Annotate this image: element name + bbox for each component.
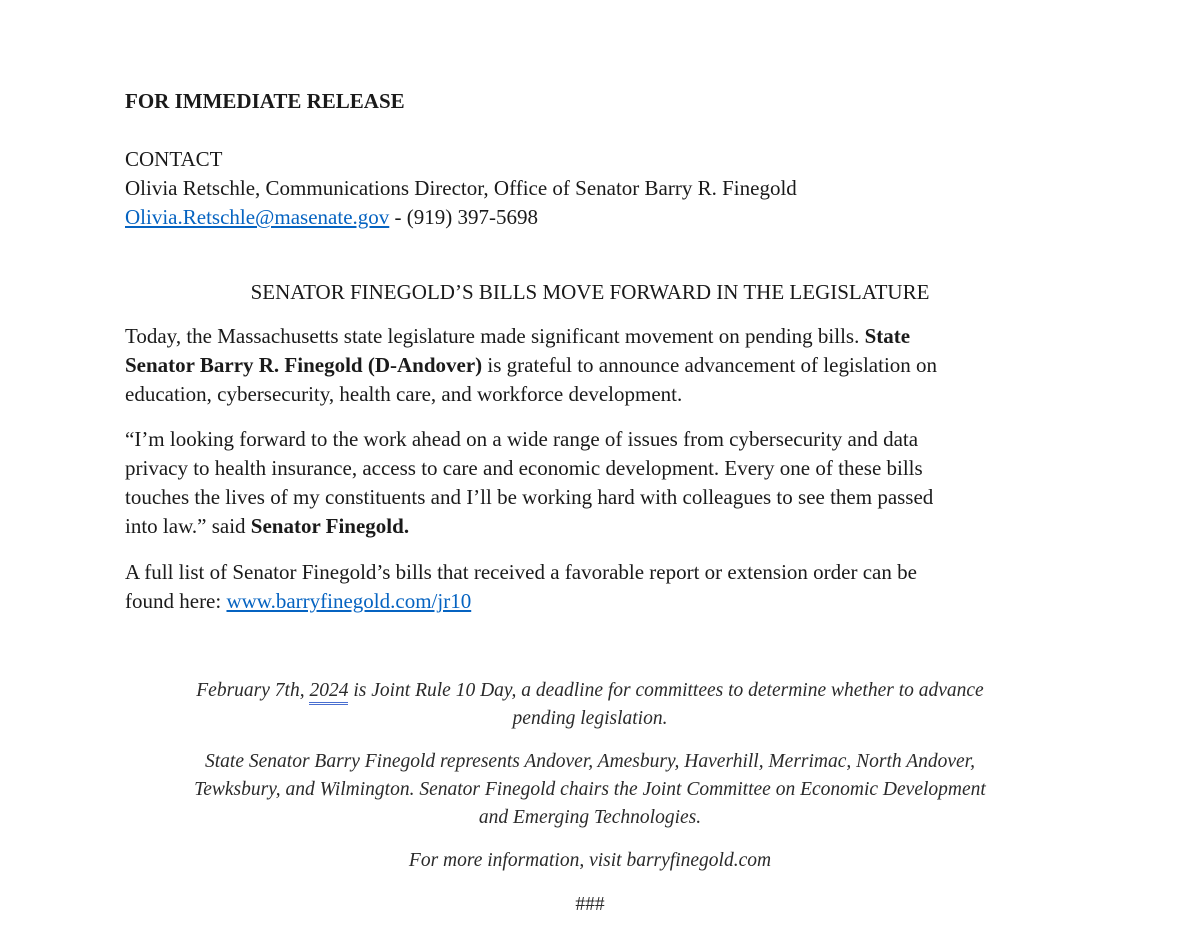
contact-label: CONTACT xyxy=(125,147,223,171)
footer-joint-rule-line-1 xyxy=(125,677,1055,705)
contact-block xyxy=(125,145,797,232)
end-mark-text: ### xyxy=(575,894,605,915)
footer-bio xyxy=(125,748,1055,832)
p2-line-2: privacy to health insurance, access to care and economic development. Every one of these bills xyxy=(125,456,923,480)
release-label: FOR IMMEDIATE RELEASE xyxy=(125,89,405,113)
p1-line-1-text: Today, the Massachusetts state legislature made significant movement on pending bills. xyxy=(125,324,865,348)
footer-joint-rule-line-2: pending legislation. xyxy=(512,708,668,729)
p1-line-1-bold: State xyxy=(864,324,911,348)
contact-email-line xyxy=(125,203,797,232)
end-mark xyxy=(125,891,1055,919)
p3-line-2-text: found here: xyxy=(125,589,227,613)
p1-line-2 xyxy=(125,351,1060,380)
p1-senator-name: Senator Barry R. Finegold (D-Andover) xyxy=(125,353,483,377)
p2-attribution: Senator Finegold. xyxy=(250,514,410,538)
contact-phone: - (919) 397-5698 xyxy=(389,205,538,229)
footer-more-info xyxy=(125,847,1055,875)
p1-line-1 xyxy=(125,322,1060,351)
footer-date: February 7th, xyxy=(196,680,310,701)
p2-line-4 xyxy=(125,512,1060,541)
p2-line-1: “I’m looking forward to the work ahead on a wide range of issues from cybersecurity and data xyxy=(125,427,919,451)
more-info-text: For more information, visit barryfinegold.com xyxy=(408,850,772,871)
body-paragraph-quote xyxy=(125,425,1060,541)
footer-bio-line-3: and Emerging Technologies. xyxy=(478,807,702,828)
contact-person: Olivia Retschle, Communications Director, Office of Senator Barry R. Finegold xyxy=(125,176,797,200)
bills-list-link[interactable]: www.barryfinegold.com/jr10 xyxy=(226,589,472,613)
p1-line-3: education, cybersecurity, health care, and workforce development. xyxy=(125,382,683,406)
headline: SENATOR FINEGOLD’S BILLS MOVE FORWARD IN THE LEGISLATURE xyxy=(250,280,930,304)
body-paragraph-1 xyxy=(125,322,1060,409)
footer-joint-rule-text: is Joint Rule 10 Day, a deadline for committees to determine whether to advance xyxy=(348,680,984,701)
p2-line-4-text: into law.” said xyxy=(125,514,251,538)
footer-bio-line-2: Tewksbury, and Wilmington. Senator Finegold chairs the Joint Committee on Economic Development xyxy=(194,779,986,800)
contact-email-link[interactable]: Olivia.Retschle@masenate.gov xyxy=(125,205,390,229)
p3-line-2 xyxy=(125,587,1060,616)
body-paragraph-list xyxy=(125,558,1060,616)
footer-bio-line-1: State Senator Barry Finegold represents Andover, Amesbury, Haverhill, Merrimac, North Andover, xyxy=(205,751,975,772)
p2-line-3: touches the lives of my constituents and I’ll be working hard with colleagues to see them passed xyxy=(125,485,934,509)
p3-line-1: A full list of Senator Finegold’s bills that received a favorable report or extension order can be xyxy=(125,560,917,584)
footer-joint-rule xyxy=(125,677,1055,733)
p1-line-2-text: is grateful to announce advancement of legislation on xyxy=(482,353,938,377)
footer-year: 2024 xyxy=(309,680,348,705)
